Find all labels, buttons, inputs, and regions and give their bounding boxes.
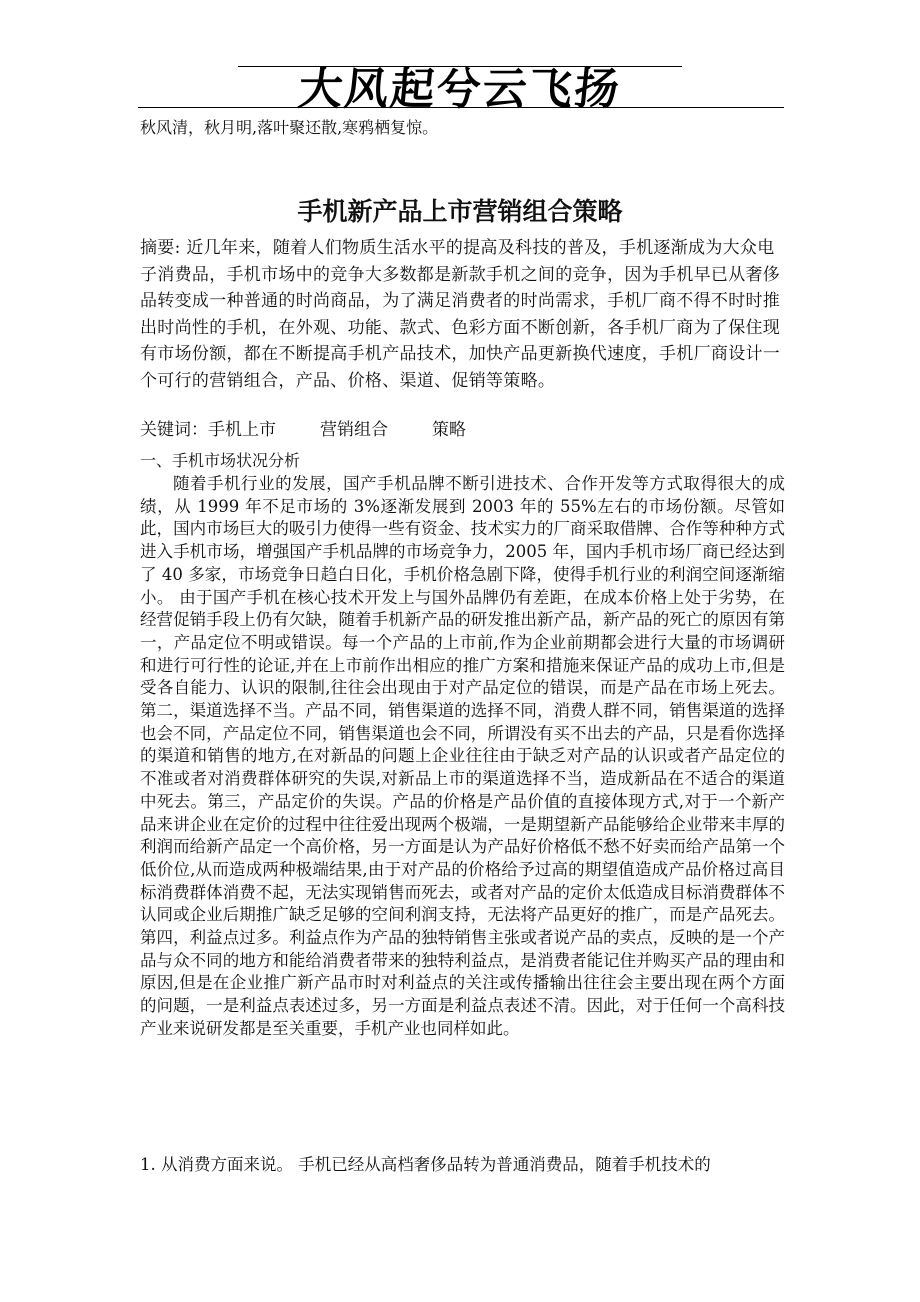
section-body bbox=[140, 473, 785, 1041]
section-heading: 一、手机市场状况分析 bbox=[140, 451, 301, 470]
abstract-text: 摘要: 近几年来，随着人们物质生活水平的提高及科技的普及，手机逐渐成为大众电子消费品，手机市场中的竞争大多数都是新款手机之间的竞争，因为手机早已从奢侈品转变成一种普通的时尚商品，为了满足消费者的时尚需求，手机厂商不得不时时推出时尚性的手机，在外观、功能、款式、色彩方面不断创新，各手机厂商为了保住现有市场份额，都在不断提高手机产品技术，加快产品更新换代速度，手机厂商设计一个可行的营销组合，产品、价格、渠道、促销等策略。 bbox=[140, 238, 781, 391]
header-bottom-rule bbox=[138, 107, 784, 108]
keyword-item: 营销组合 bbox=[320, 420, 388, 440]
keyword-item: 策略 bbox=[432, 420, 466, 440]
document-title: 手机新产品上市营销组合策略 bbox=[297, 197, 623, 226]
abstract-paragraph bbox=[140, 235, 785, 394]
header-motto: 秋风清，秋月明,落叶聚还散,寒鸦栖复惊。 bbox=[140, 118, 439, 137]
numbered-item-heading: 1. 从消费方面来说。 手机已经从高档奢侈品转为普通消费品，随着手机技术的 bbox=[140, 1155, 711, 1174]
header-banner: 大风起兮云飞扬 bbox=[295, 64, 624, 115]
keywords-label: 关键词： bbox=[140, 420, 208, 440]
keyword-item: 手机上市 bbox=[208, 420, 276, 440]
body-paragraph: 随着手机行业的发展，国产手机品牌不断引进技术、合作开发等方式取得很大的成绩，从 1999 年不足市场的 3%逐渐发展到 2003 年的 55%左右的市场份额。尽管如此，国内市场巨大的吸引力使得一些有资金、技术实力的厂商采取借牌、合作等种种方式进入手机市场，增强国产手机品牌的市场竞争力，2005 年，国内手机市场厂商已经达到了 40 多家，市场竞争日趋白日化，手机价格急剧下降，使得手机行业的利润空间逐渐缩小。 由于国产手机在核心技术开发上与国外品牌仍有差距，在成本价格上处于劣势，在经营促销手段上仍有欠缺，随着手机新产品的研发推出新产品，新产品的死亡的原因有第一，产品定位不明或错误。每一个产品的上市前,作为企业前期都会进行大量的市场调研和进行可行性的论证,并在上市前作出相应的推广方案和措施来保证产品的成功上市,但是受各自能力、认识的限制,往往会出现由于对产品定位的错误，而是产品在市场上死去。第二，渠道选择不当。产品不同，销售渠道的选择不同，消费人群不同，销售渠道的选择也会不同，产品定位不同，销售渠道也会不同，所谓没有买不出去的产品，只是看你选择的渠道和销售的地方,在对新品的问题上企业往往由于缺乏对产品的认识或者产品定位的不准或者对消费群体研究的失误,对新品上市的渠道选择不当，造成新品在不适合的渠道中死去。第三，产品定价的失误。产品的价格是产品价值的直接体现方式,对于一个新产品来讲企业在定价的过程中往往爱出现两个极端，一是期望新产品能够给企业带来丰厚的利润而给新产品定一个高价格，另一方面是认为产品好价格低不愁不好卖而给产品第一个低价位,从而造成两种极端结果,由于对产品的价格给予过高的期望值造成产品价格过高目标消费群体消费不起，无法实现销售而死去，或者对产品的定价太低造成目标消费群体不认同或企业后期推广缺乏足够的空间利润支持，无法将产品更好的推广，而是产品死去。第四，利益点过多。利益点作为产品的独特销售主张或者说产品的卖点，反映的是一个产品与众不同的地方和能给消费者带来的独特利益点，是消费者能记住并购买产品的理由和原因,但是在企业推广新产品市时对利益点的关注或传播输出往往会主要出现在两个方面的问题，一是利益点表述过多，另一方面是利益点表述不清。因此，对于任何一个高科技产业来说研发都是至关重要，手机产业也同样如此。 bbox=[140, 474, 785, 1038]
keywords-line bbox=[140, 417, 466, 443]
